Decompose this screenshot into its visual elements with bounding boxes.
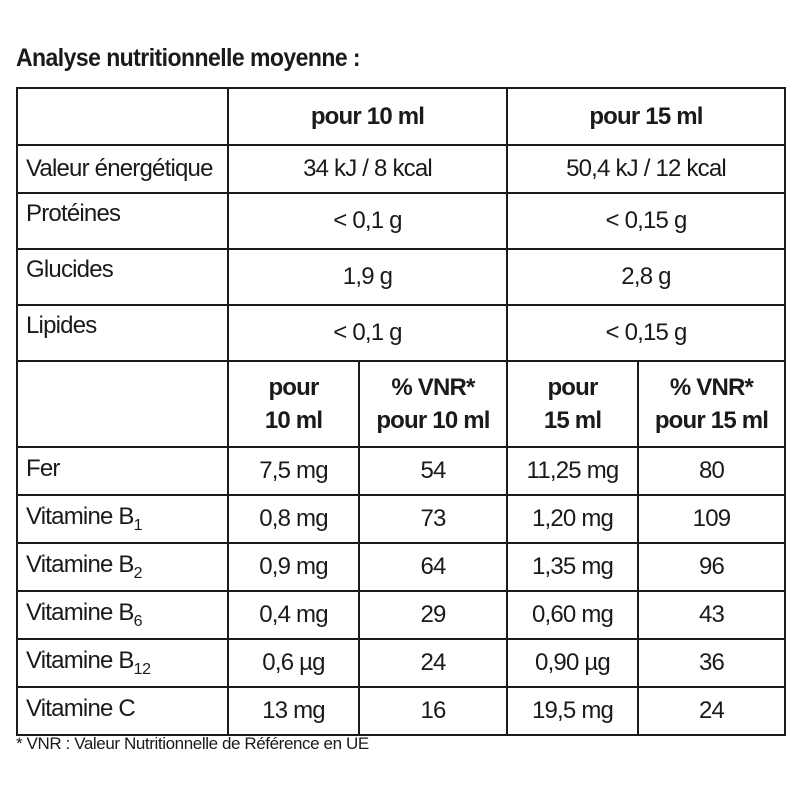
value-10ml: 1,9 g [228, 249, 507, 305]
vnr-15ml: 43 [638, 591, 785, 639]
value-15ml: < 0,15 g [507, 305, 785, 361]
table-row [17, 639, 785, 687]
value-15ml: 2,8 g [507, 249, 785, 305]
value-10ml: 7,5 mg [228, 447, 359, 495]
row-label: Vitamine C [17, 687, 228, 735]
value-10ml: 0,9 mg [228, 543, 359, 591]
vnr-15ml: 96 [638, 543, 785, 591]
nutrition-table [16, 87, 786, 736]
table-row [17, 495, 785, 543]
table-row [17, 305, 785, 361]
vnr-15ml: 109 [638, 495, 785, 543]
vnr-10ml: 73 [359, 495, 507, 543]
value-10ml: 0,6 µg [228, 639, 359, 687]
value-15ml: 1,35 mg [507, 543, 638, 591]
table-row [17, 193, 785, 249]
row-label: Vitamine $B_1$ [17, 495, 228, 543]
subheader-pour-15ml: pour 15 ml [507, 361, 638, 447]
value-10ml: 0,8 mg [228, 495, 359, 543]
subheader-vnr-15ml: % VNR* pour 15 ml [638, 361, 785, 447]
vnr-10ml: 29 [359, 591, 507, 639]
table-title: Analyse nutritionnelle moyenne : [16, 44, 361, 72]
table-row [17, 447, 785, 495]
row-label: Lipides [17, 305, 228, 361]
value-10ml: 0,4 mg [228, 591, 359, 639]
value-10ml: 34 kJ / 8 kcal [228, 145, 507, 193]
empty-subheader-cell [17, 361, 228, 447]
value-15ml: 0,60 mg [507, 591, 638, 639]
empty-header-cell [17, 88, 228, 145]
vnr-15ml: 80 [638, 447, 785, 495]
vnr-15ml: 24 [638, 687, 785, 735]
row-label: Vitamine $B_6$ [17, 591, 228, 639]
value-10ml: 13 mg [228, 687, 359, 735]
vnr-10ml: 24 [359, 639, 507, 687]
subheader-pour-10ml: pour 10 ml [228, 361, 359, 447]
row-label: Valeur énergétique [17, 145, 228, 193]
value-10ml: < 0,1 g [228, 305, 507, 361]
table-row [17, 591, 785, 639]
value-10ml: < 0,1 g [228, 193, 507, 249]
value-15ml: 50,4 kJ / 12 kcal [507, 145, 785, 193]
vnr-10ml: 64 [359, 543, 507, 591]
row-label: Vitamine $B_2$ [17, 543, 228, 591]
vnr-10ml: 16 [359, 687, 507, 735]
table-row [17, 249, 785, 305]
sub-header-row [17, 361, 785, 447]
header-row [17, 88, 785, 145]
vnr-15ml: 36 [638, 639, 785, 687]
value-15ml: 11,25 mg [507, 447, 638, 495]
value-15ml: 19,5 mg [507, 687, 638, 735]
value-15ml: 1,20 mg [507, 495, 638, 543]
header-per-10ml: pour 10 ml [228, 88, 507, 145]
vnr-10ml: 54 [359, 447, 507, 495]
value-15ml: < 0,15 g [507, 193, 785, 249]
header-per-15ml: pour 15 ml [507, 88, 785, 145]
table-row [17, 687, 785, 735]
row-label: Vitamine $B_{12}$ [17, 639, 228, 687]
value-15ml: 0,90 µg [507, 639, 638, 687]
subheader-vnr-10ml: % VNR* pour 10 ml [359, 361, 507, 447]
row-label: Protéines [17, 193, 228, 249]
footnote: * VNR : Valeur Nutritionnelle de Référence en UE [16, 734, 369, 753]
table-row [17, 145, 785, 193]
table-row [17, 543, 785, 591]
row-label: Fer [17, 447, 228, 495]
row-label: Glucides [17, 249, 228, 305]
